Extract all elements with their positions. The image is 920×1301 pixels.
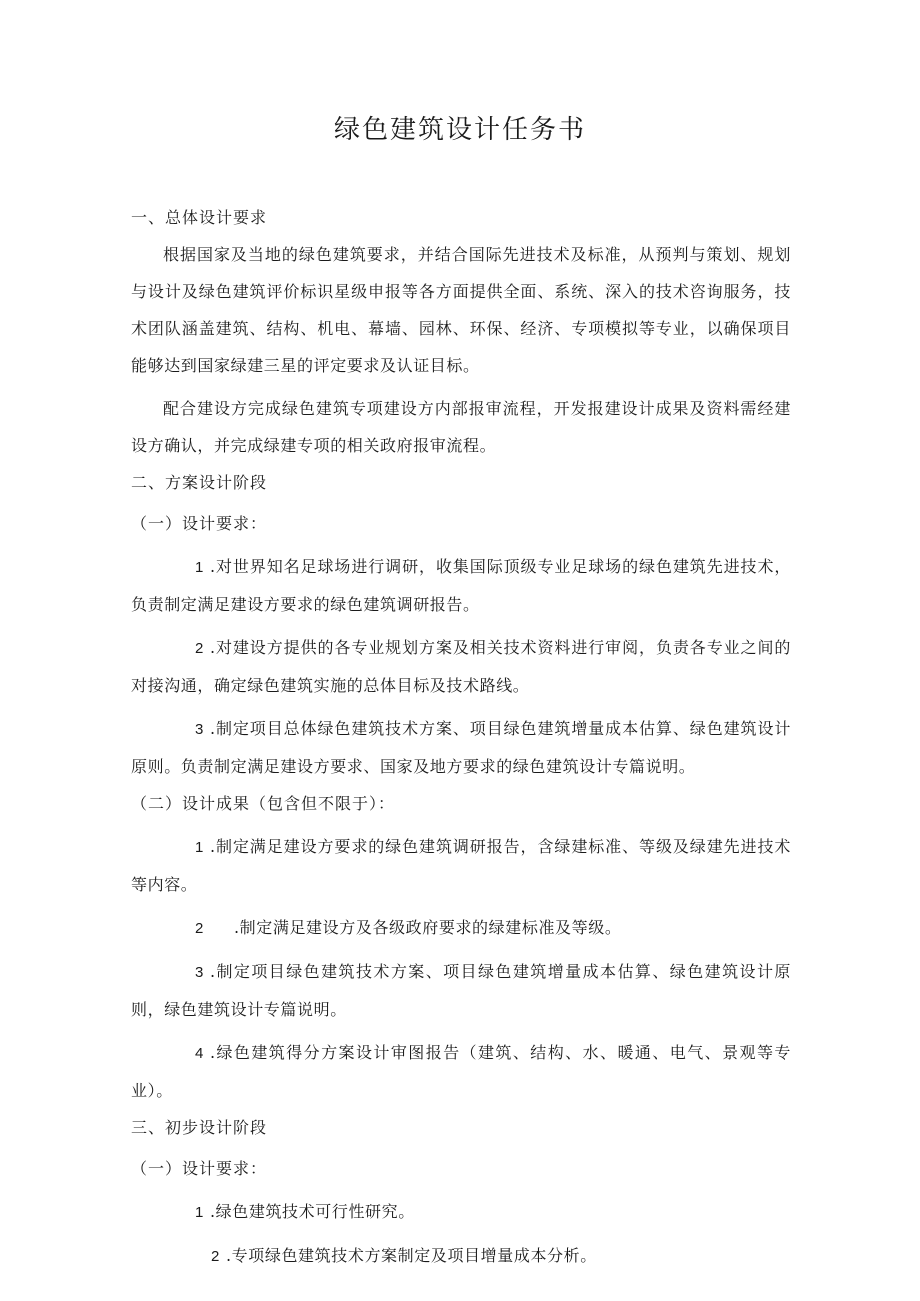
list-item-number: 4	[195, 1045, 204, 1062]
list-item-number: 2	[195, 920, 204, 937]
list-item-text: .绿色建筑技术可行性研究。	[209, 1202, 415, 1221]
section-heading-scheme: 二、方案设计阶段	[131, 473, 268, 492]
document-body	[131, 199, 791, 1275]
list-item-text: .制定项目绿色建筑技术方案、项目绿色建筑增量成本估算、绿色建筑设计原则，绿色建筑设计专篇说明。	[131, 962, 791, 1019]
list-item-text: .制定满足建设方及各级政府要求的绿建标准及等级。	[233, 918, 622, 937]
list-item-text: .对世界知名足球场进行调研，收集国际顶级专业足球场的绿色建筑先进技术，负责制定满足建设方要求的绿色建筑调研报告。	[131, 557, 791, 614]
list-item-text: .制定项目总体绿色建筑技术方案、项目绿色建筑增量成本估算、绿色建筑设计原则。负责制定满足建设方要求、国家及地方要求的绿色建筑设计专篇说明。	[131, 719, 791, 776]
list-item-number: 3	[195, 964, 204, 981]
list-item-number: 3	[195, 721, 204, 738]
list-item	[131, 953, 791, 1028]
list-item	[131, 710, 791, 785]
paragraph: 配合建设方完成绿色建筑专项建设方内部报审流程，开发报建设计成果及资料需经建设方确认，并完成绿建专项的相关政府报审流程。	[131, 399, 791, 455]
list-item-number: 2	[211, 1248, 220, 1265]
list-item-number: 1	[195, 559, 204, 576]
document-title: 绿色建筑设计任务书	[333, 115, 586, 145]
section-heading-preliminary: 三、初步设计阶段	[131, 1118, 268, 1137]
subsection-heading: （一）设计要求：	[131, 514, 268, 533]
list-item	[131, 1237, 791, 1275]
list-item	[131, 1193, 791, 1231]
list-item-text: .对建设方提供的各专业规划方案及相关技术资料进行审阅，负责各专业之间的对接沟通，确定绿色建筑实施的总体目标及技术路线。	[131, 638, 791, 695]
subsection-heading: （二）设计成果（包含但不限于）：	[131, 794, 396, 813]
paragraph: 根据国家及当地的绿色建筑要求，并结合国际先进技术及标准，从预判与策划、规划与设计及绿色建筑评价标识星级申报等各方面提供全面、系统、深入的技术咨询服务，技术团队涵盖建筑、结构、机电、幕墙、园林、环保、经济、专项模拟等专业，以确保项目能够达到国家绿建三星的评定要求及认证目标。	[131, 245, 791, 375]
subsection-heading: （一）设计要求：	[131, 1159, 268, 1178]
list-item-number: 2	[195, 640, 204, 657]
list-item	[131, 1034, 791, 1109]
list-item-number: 1	[195, 1204, 204, 1221]
list-item	[131, 828, 791, 903]
list-item	[131, 909, 791, 947]
list-item-number: 1	[195, 839, 204, 856]
section-heading-overall: 一、总体设计要求	[131, 208, 268, 227]
list-item	[131, 629, 791, 704]
list-item-text: .绿色建筑得分方案设计审图报告（建筑、结构、水、暖通、电气、景观等专业）。	[131, 1043, 791, 1100]
list-item-text: .专项绿色建筑技术方案制定及项目增量成本分析。	[225, 1246, 597, 1265]
list-item-text: .制定满足建设方要求的绿色建筑调研报告，含绿建标准、等级及绿建先进技术等内容。	[131, 837, 791, 894]
list-item	[131, 548, 791, 623]
